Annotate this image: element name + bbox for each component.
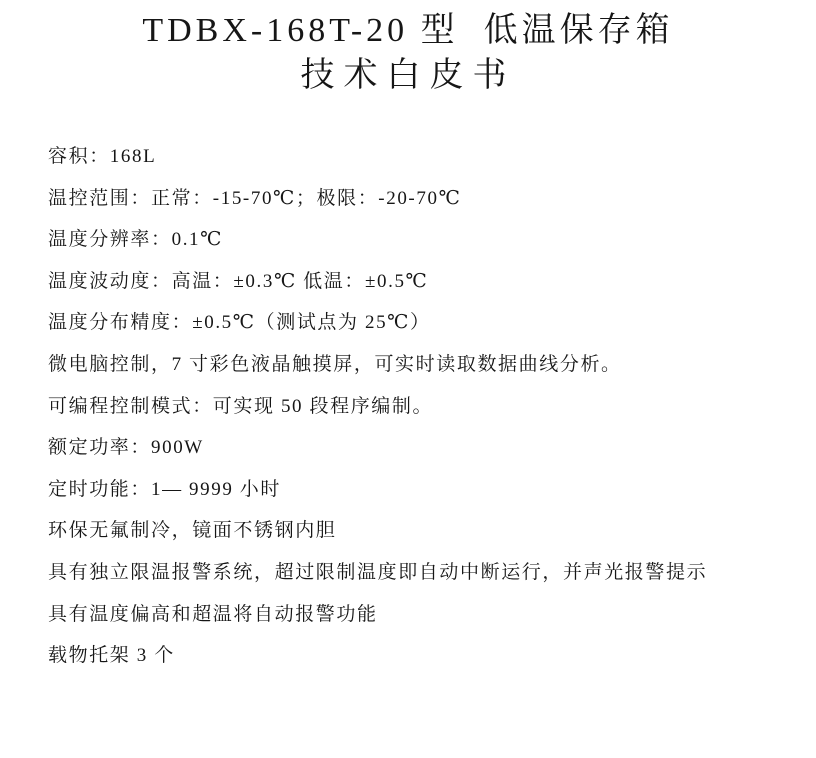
spec-line-shelves: 载物托架 3 个 [48, 645, 175, 667]
spec-line-programmable: 可编程控制模式：可实现 50 段程序编制。 [48, 395, 434, 417]
spec-list [48, 136, 816, 677]
document-header [0, 8, 816, 98]
spec-line-refrigeration: 环保无氟制冷，镜面不锈钢内胆 [48, 520, 337, 542]
document-title: TDBX-168T-20 型 低温保存箱 [142, 12, 674, 49]
spec-line-controller: 微电脑控制，7 寸彩色液晶触摸屏，可实时读取数据曲线分析。 [48, 353, 622, 375]
spec-line-capacity: 容积：168L [48, 146, 157, 167]
spec-line-limit-alarm: 具有独立限温报警系统，超过限制温度即自动中断运行，并声光报警提示 [48, 561, 708, 583]
spec-line-uniformity: 温度分布精度：±0.5℃（测试点为 25℃） [48, 312, 431, 334]
spec-line-rated-power: 额定功率：900W [48, 437, 204, 459]
document-subtitle: 技术白皮书 [300, 57, 516, 94]
spec-line-resolution: 温度分辨率：0.1℃ [48, 229, 224, 251]
spec-line-temp-range: 温控范围：正常：-15-70℃；极限：-20-70℃ [48, 187, 462, 209]
spec-line-fluctuation: 温度波动度：高温：±0.3℃ 低温：±0.5℃ [48, 270, 429, 292]
spec-line-timer: 定时功能：1— 9999 小时 [48, 478, 282, 500]
spec-line-overtemp-alarm: 具有温度偏高和超温将自动报警功能 [48, 603, 378, 625]
